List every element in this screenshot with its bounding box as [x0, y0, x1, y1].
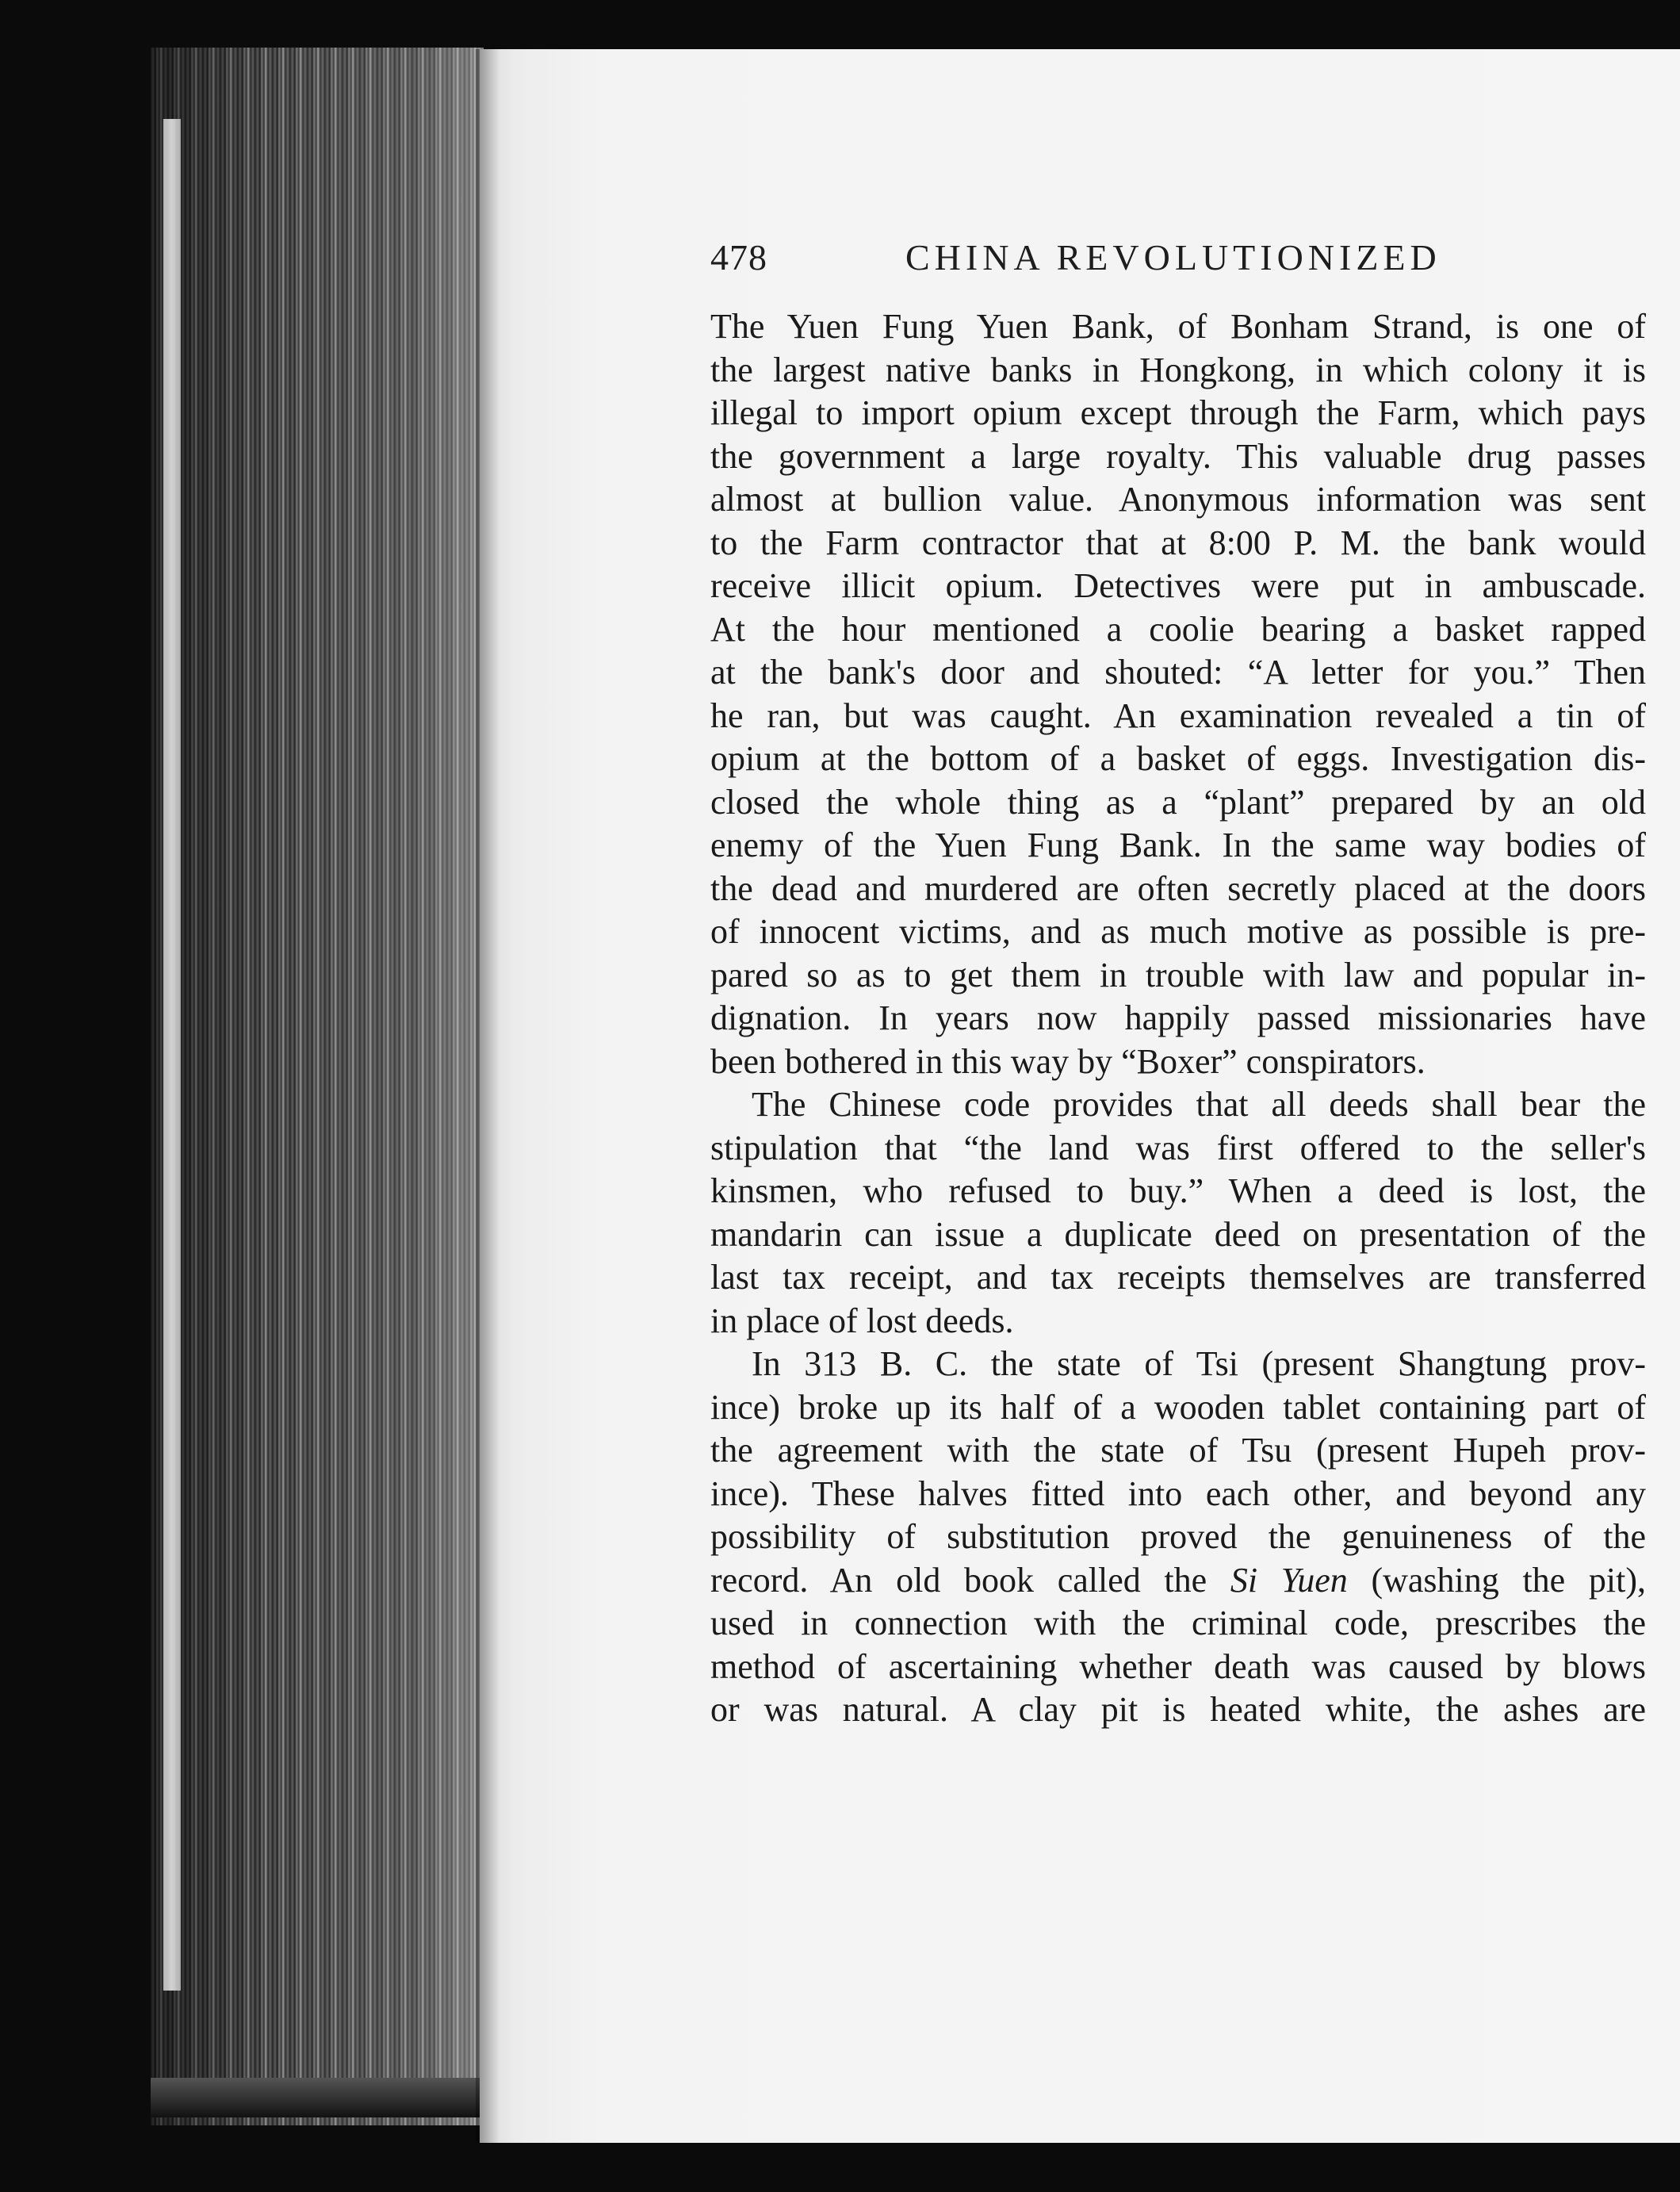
text-line: ince) broke up its half of a wooden tablet containing part of	[710, 1387, 1646, 1427]
text-line: or was natural. A clay pit is heated white, the ashes are	[710, 1690, 1646, 1729]
text-line: In 313 B. C. the state of Tsi (present Shangtung prov-	[752, 1344, 1646, 1383]
running-title: CHINA REVOLUTIONIZED	[905, 237, 1441, 278]
text-line-with-italic	[710, 1559, 1646, 1603]
paragraph-2	[710, 1083, 1646, 1343]
text-line: the government a large royalty. This valuable drug passes	[710, 436, 1646, 476]
text-line: opium at the bottom of a basket of eggs. Investigation dis-	[710, 739, 1646, 778]
text-segment: (washing the pit),	[1347, 1560, 1646, 1600]
text-line: dignation. In years now happily passed missionaries have	[710, 998, 1646, 1037]
text-line: the agreement with the state of Tsu (present Hupeh prov-	[710, 1431, 1646, 1470]
book-edge-bottom	[151, 2078, 492, 2117]
text-line: At the hour mentioned a coolie bearing a basket rapped	[710, 609, 1646, 649]
book-fore-edge	[151, 48, 484, 2125]
text-line: stipulation that “the land was first offered to the seller's	[710, 1128, 1646, 1167]
text-line: been bothered in this way by “Boxer” conspirators.	[710, 1041, 1426, 1081]
text-line: at the bank's door and shouted: “A letter for you.” Then	[710, 653, 1646, 692]
text-line: possibility of substitution proved the genuineness of the	[710, 1517, 1646, 1556]
text-line: enemy of the Yuen Fung Bank. In the same way bodies of	[710, 826, 1646, 864]
text-line: he ran, but was caught. An examination revealed a tin of	[710, 696, 1646, 735]
book-edge-highlight	[163, 119, 181, 1991]
page-header	[710, 236, 1646, 292]
text-line: The Chinese code provides that all deeds shall bear the	[752, 1085, 1646, 1124]
page-body	[710, 305, 1646, 1732]
paragraph-1	[710, 305, 1646, 1083]
text-line: the dead and murdered are often secretly placed at the doors	[710, 868, 1646, 908]
text-line: closed the whole thing as a “plant” prepared by an old	[710, 782, 1646, 822]
text-line: The Yuen Fung Yuen Bank, of Bonham Strand, is one of	[710, 307, 1646, 346]
text-line: method of ascertaining whether death was caused by blows	[710, 1646, 1646, 1686]
text-line: of innocent victims, and as much motive as possible is pre-	[710, 912, 1646, 951]
text-line: mandarin can issue a duplicate deed on presentation of the	[710, 1214, 1646, 1254]
text-line: in place of lost deeds.	[710, 1301, 1014, 1340]
text-line: receive illicit opium. Detectives were put in ambuscade.	[710, 566, 1646, 605]
text-line: to the Farm contractor that at 8:00 P. M. the bank would	[710, 523, 1646, 562]
text-line: kinsmen, who refused to buy.” When a deed is lost, the	[710, 1171, 1646, 1210]
text-line: illegal to import opium except through the Farm, which pays	[710, 393, 1646, 432]
page-gutter-shadow	[476, 49, 499, 2143]
paragraph-3	[710, 1343, 1646, 1732]
text-segment: record. An old book called the	[710, 1560, 1230, 1600]
text-line: pared so as to get them in trouble with law and popular in-	[710, 955, 1646, 994]
italic-book-title: Si Yuen	[1230, 1560, 1348, 1600]
text-line: ince). These halves fitted into each other, and beyond any	[710, 1473, 1646, 1513]
text-line: last tax receipt, and tax receipts themselves are transferred	[710, 1258, 1646, 1297]
text-line: almost at bullion value. Anonymous information was sent	[710, 480, 1646, 519]
text-line: the largest native banks in Hongkong, in which colony it is	[710, 350, 1646, 389]
text-line: used in connection with the criminal code, prescribes the	[710, 1604, 1646, 1642]
page-number: 478	[710, 237, 767, 278]
